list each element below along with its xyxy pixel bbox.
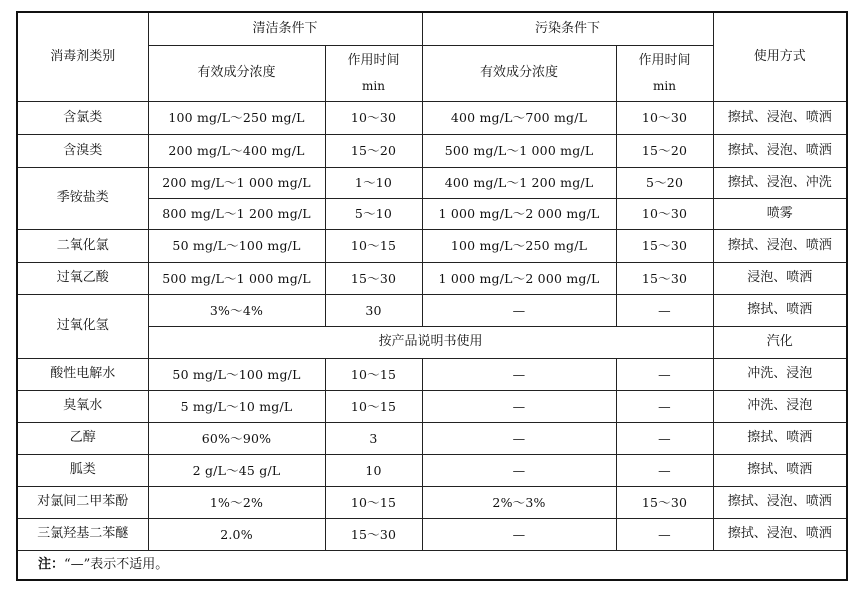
clean-time-cell: 15～30: [325, 518, 422, 550]
instructions-span-cell: 按产品说明书使用: [148, 326, 713, 358]
clean-time-cell: 10～15: [325, 358, 422, 390]
clean-concentration-cell: 800 mg/L～1 200 mg/L: [148, 198, 325, 229]
clean-time-cell: 10～30: [325, 101, 422, 134]
clean-time-cell: 10: [325, 454, 422, 486]
category-cell: 酸性电解水: [17, 358, 148, 390]
clean-concentration-cell: 50 mg/L～100 mg/L: [148, 229, 325, 262]
category-cell: 过氧乙酸: [17, 262, 148, 294]
table-row: [17, 262, 847, 294]
clean-concentration-cell: 2.0%: [148, 518, 325, 550]
category-cell: 含氯类: [17, 101, 148, 134]
method-cell: 冲洗、浸泡: [713, 390, 847, 422]
table-row: [17, 390, 847, 422]
method-cell: 浸泡、喷洒: [713, 262, 847, 294]
category-cell: 胍类: [17, 454, 148, 486]
clean-concentration-cell: 100 mg/L～250 mg/L: [148, 101, 325, 134]
polluted-time-cell: —: [616, 358, 713, 390]
method-cell: 冲洗、浸泡: [713, 358, 847, 390]
polluted-time-cell: —: [616, 454, 713, 486]
clean-time-cell: 3: [325, 422, 422, 454]
method-cell: 擦拭、浸泡、喷洒: [713, 518, 847, 550]
table-row: [17, 229, 847, 262]
clean-time-cell: 10～15: [325, 390, 422, 422]
polluted-time-cell: 5～20: [616, 167, 713, 198]
category-cell: 对氯间二甲苯酚: [17, 486, 148, 518]
table-row: [17, 134, 847, 167]
clean-concentration-cell: 1%～2%: [148, 486, 325, 518]
table-row: [17, 294, 847, 326]
clean-time-cell: 15～20: [325, 134, 422, 167]
polluted-time-cell: 15～20: [616, 134, 713, 167]
clean-concentration-cell: 50 mg/L～100 mg/L: [148, 358, 325, 390]
polluted-concentration-cell: 100 mg/L～250 mg/L: [422, 229, 616, 262]
clean-concentration-cell: 200 mg/L～1 000 mg/L: [148, 167, 325, 198]
note-row: [17, 550, 847, 580]
polluted-time-cell: —: [616, 518, 713, 550]
table-row: [17, 101, 847, 134]
table-row: [17, 486, 847, 518]
table-row: [17, 422, 847, 454]
header-method: 使用方式: [713, 12, 847, 101]
disinfectant-table: [16, 11, 848, 581]
category-cell: 过氧化氢: [17, 294, 148, 358]
clean-concentration-cell: 500 mg/L～1 000 mg/L: [148, 262, 325, 294]
method-cell: 汽化: [713, 326, 847, 358]
polluted-concentration-cell: 1 000 mg/L～2 000 mg/L: [422, 198, 616, 229]
note-label: 注：: [38, 556, 65, 572]
category-cell: 乙醇: [17, 422, 148, 454]
category-cell: 季铵盐类: [17, 167, 148, 229]
method-cell: 擦拭、浸泡、冲洗: [713, 167, 847, 198]
polluted-time-cell: —: [616, 294, 713, 326]
header-clean-conditions: 清洁条件下: [148, 12, 422, 45]
method-cell: 擦拭、喷洒: [713, 422, 847, 454]
clean-concentration-cell: 5 mg/L～10 mg/L: [148, 390, 325, 422]
method-cell: 擦拭、浸泡、喷洒: [713, 134, 847, 167]
clean-time-cell: 1～10: [325, 167, 422, 198]
polluted-concentration-cell: 1 000 mg/L～2 000 mg/L: [422, 262, 616, 294]
header-polluted-concentration: 有效成分浓度: [422, 45, 616, 101]
polluted-concentration-cell: —: [422, 422, 616, 454]
clean-concentration-cell: 3%～4%: [148, 294, 325, 326]
method-cell: 喷雾: [713, 198, 847, 229]
polluted-time-cell: —: [616, 390, 713, 422]
polluted-time-cell: 10～30: [616, 198, 713, 229]
header-category: 消毒剂类别: [17, 12, 148, 101]
polluted-time-cell: —: [616, 422, 713, 454]
header-polluted-time-unit: min: [653, 78, 676, 93]
clean-concentration-cell: 200 mg/L～400 mg/L: [148, 134, 325, 167]
category-cell: 臭氧水: [17, 390, 148, 422]
table-row: [17, 454, 847, 486]
polluted-time-cell: 15～30: [616, 262, 713, 294]
header-row-1: [17, 12, 847, 45]
header-polluted-time: [616, 45, 713, 101]
polluted-concentration-cell: —: [422, 294, 616, 326]
method-cell: 擦拭、浸泡、喷洒: [713, 101, 847, 134]
polluted-time-cell: 15～30: [616, 486, 713, 518]
table-row: [17, 518, 847, 550]
header-clean-time-label: 作用时间: [347, 53, 400, 68]
header-clean-time: [325, 45, 422, 101]
header-clean-concentration: 有效成分浓度: [148, 45, 325, 101]
polluted-concentration-cell: 400 mg/L～700 mg/L: [422, 101, 616, 134]
clean-time-cell: 10～15: [325, 229, 422, 262]
polluted-time-cell: 15～30: [616, 229, 713, 262]
polluted-concentration-cell: —: [422, 390, 616, 422]
clean-time-cell: 15～30: [325, 262, 422, 294]
header-polluted-time-label: 作用时间: [638, 53, 691, 68]
method-cell: 擦拭、浸泡、喷洒: [713, 229, 847, 262]
polluted-concentration-cell: 2%～3%: [422, 486, 616, 518]
polluted-concentration-cell: —: [422, 358, 616, 390]
category-cell: 三氯羟基二苯醚: [17, 518, 148, 550]
polluted-time-cell: 10～30: [616, 101, 713, 134]
clean-concentration-cell: 60%～90%: [148, 422, 325, 454]
polluted-concentration-cell: 400 mg/L～1 200 mg/L: [422, 167, 616, 198]
method-cell: 擦拭、喷洒: [713, 454, 847, 486]
header-clean-time-unit: min: [362, 78, 385, 93]
table-note: [17, 550, 847, 580]
header-polluted-conditions: 污染条件下: [422, 12, 713, 45]
method-cell: 擦拭、浸泡、喷洒: [713, 486, 847, 518]
table-row: [17, 358, 847, 390]
category-cell: 二氧化氯: [17, 229, 148, 262]
clean-time-cell: 5～10: [325, 198, 422, 229]
polluted-concentration-cell: 500 mg/L～1 000 mg/L: [422, 134, 616, 167]
polluted-concentration-cell: —: [422, 454, 616, 486]
clean-time-cell: 10～15: [325, 486, 422, 518]
note-text: “—”表示不适用。: [64, 556, 169, 572]
category-cell: 含溴类: [17, 134, 148, 167]
polluted-concentration-cell: —: [422, 518, 616, 550]
table-row: [17, 167, 847, 198]
clean-concentration-cell: 2 g/L～45 g/L: [148, 454, 325, 486]
disinfectant-document: [16, 11, 848, 581]
method-cell: 擦拭、喷洒: [713, 294, 847, 326]
clean-time-cell: 30: [325, 294, 422, 326]
